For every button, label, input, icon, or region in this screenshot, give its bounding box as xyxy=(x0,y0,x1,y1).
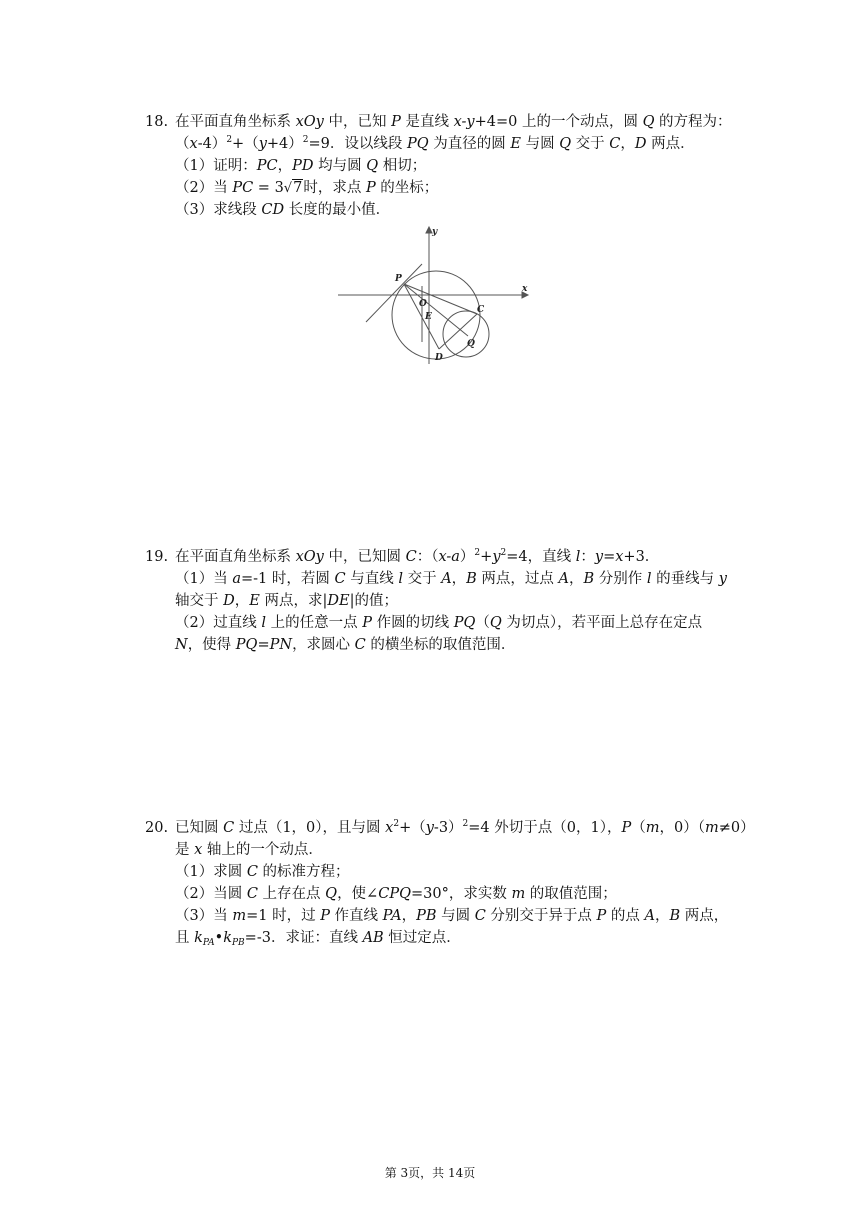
sub-question-3: （3）当 m=1 时，过 P 作直线 PA，PB 与圆 C 分别交于异于点 P 的点 A，B 两点， xyxy=(175,908,729,924)
sub-question-2: （2）当 PC = 3√7时，求点 P 的坐标； xyxy=(175,180,439,196)
sub-question-2: （2）过直线 l 上的任意一点 P 作圆的切线 PQ（Q 为切点），若平面上总存在定点 xyxy=(175,615,703,631)
segment-pc xyxy=(404,284,477,314)
problem-18-figure xyxy=(336,224,532,366)
problem-number: 18. xyxy=(145,114,169,130)
label-e: E xyxy=(425,312,432,322)
label-p: P xyxy=(395,274,402,284)
problem-stem-line: $(x-4)^2+(y+4)^2=9$．设以线段 PQ 为直径的圆 E 与圆 Q 交于 C，D 两点． xyxy=(175,135,695,152)
label-o: O xyxy=(419,299,427,309)
label-q: Q xyxy=(467,339,475,349)
problem-number: 19. xyxy=(145,549,169,565)
sub-question-1: （1）当 a=-1 时，若圆 C 与直线 l 交于 A，B 两点，过点 A，B 分别作 l 的垂线与 y xyxy=(175,571,727,587)
label-d: D xyxy=(435,353,443,363)
problem-stem-line: 在平面直角坐标系 xOy 中，已知圆 C：$(x-a)^2+y^2=4$，直线 l：y=x+3． xyxy=(175,548,660,565)
page-footer: 第 3页，共 14页 xyxy=(384,1166,476,1180)
problem-number: 20. xyxy=(145,820,169,836)
sub-question-3-cont: 且 $k_{PA}•k_{PB}=-3$．求证：直线 AB 恒过定点． xyxy=(175,930,461,948)
problem-stem-line: 是 x 轴上的一个动点． xyxy=(175,842,323,858)
problem-stem-line: 已知圆 C 过点（1，0），且与圆 $x^2+(y-3)^2=4$ 外切于点（0，1），P（m，0）（m≠0） xyxy=(175,819,755,836)
sub-question-3: （3）求线段 CD 长度的最小值． xyxy=(175,202,391,218)
sub-question-1: （1）求圆 C 的标准方程； xyxy=(175,864,350,880)
sub-question-1-cont: 轴交于 D，E 两点，求|DE|的值； xyxy=(175,593,398,609)
label-c: C xyxy=(477,305,485,315)
line-through-p xyxy=(366,264,422,322)
sub-question-1: （1）证明：PC，PD 均与圆 Q 相切； xyxy=(175,158,427,174)
segment-pq xyxy=(404,284,468,336)
sub-question-2: （2）当圆 C 上存在点 Q，使∠CPQ=30°，求实数 m 的取值范围； xyxy=(175,886,617,902)
sub-question-2-cont: N，使得 PQ=PN，求圆心 C 的横坐标的取值范围． xyxy=(175,637,516,653)
problem-stem-line: 在平面直角坐标系 xOy 中，已知 P 是直线 x-y+4=0 上的一个动点，圆 Q 的方程为： xyxy=(175,114,732,130)
label-x: x xyxy=(522,284,528,294)
label-y: y xyxy=(432,227,438,237)
